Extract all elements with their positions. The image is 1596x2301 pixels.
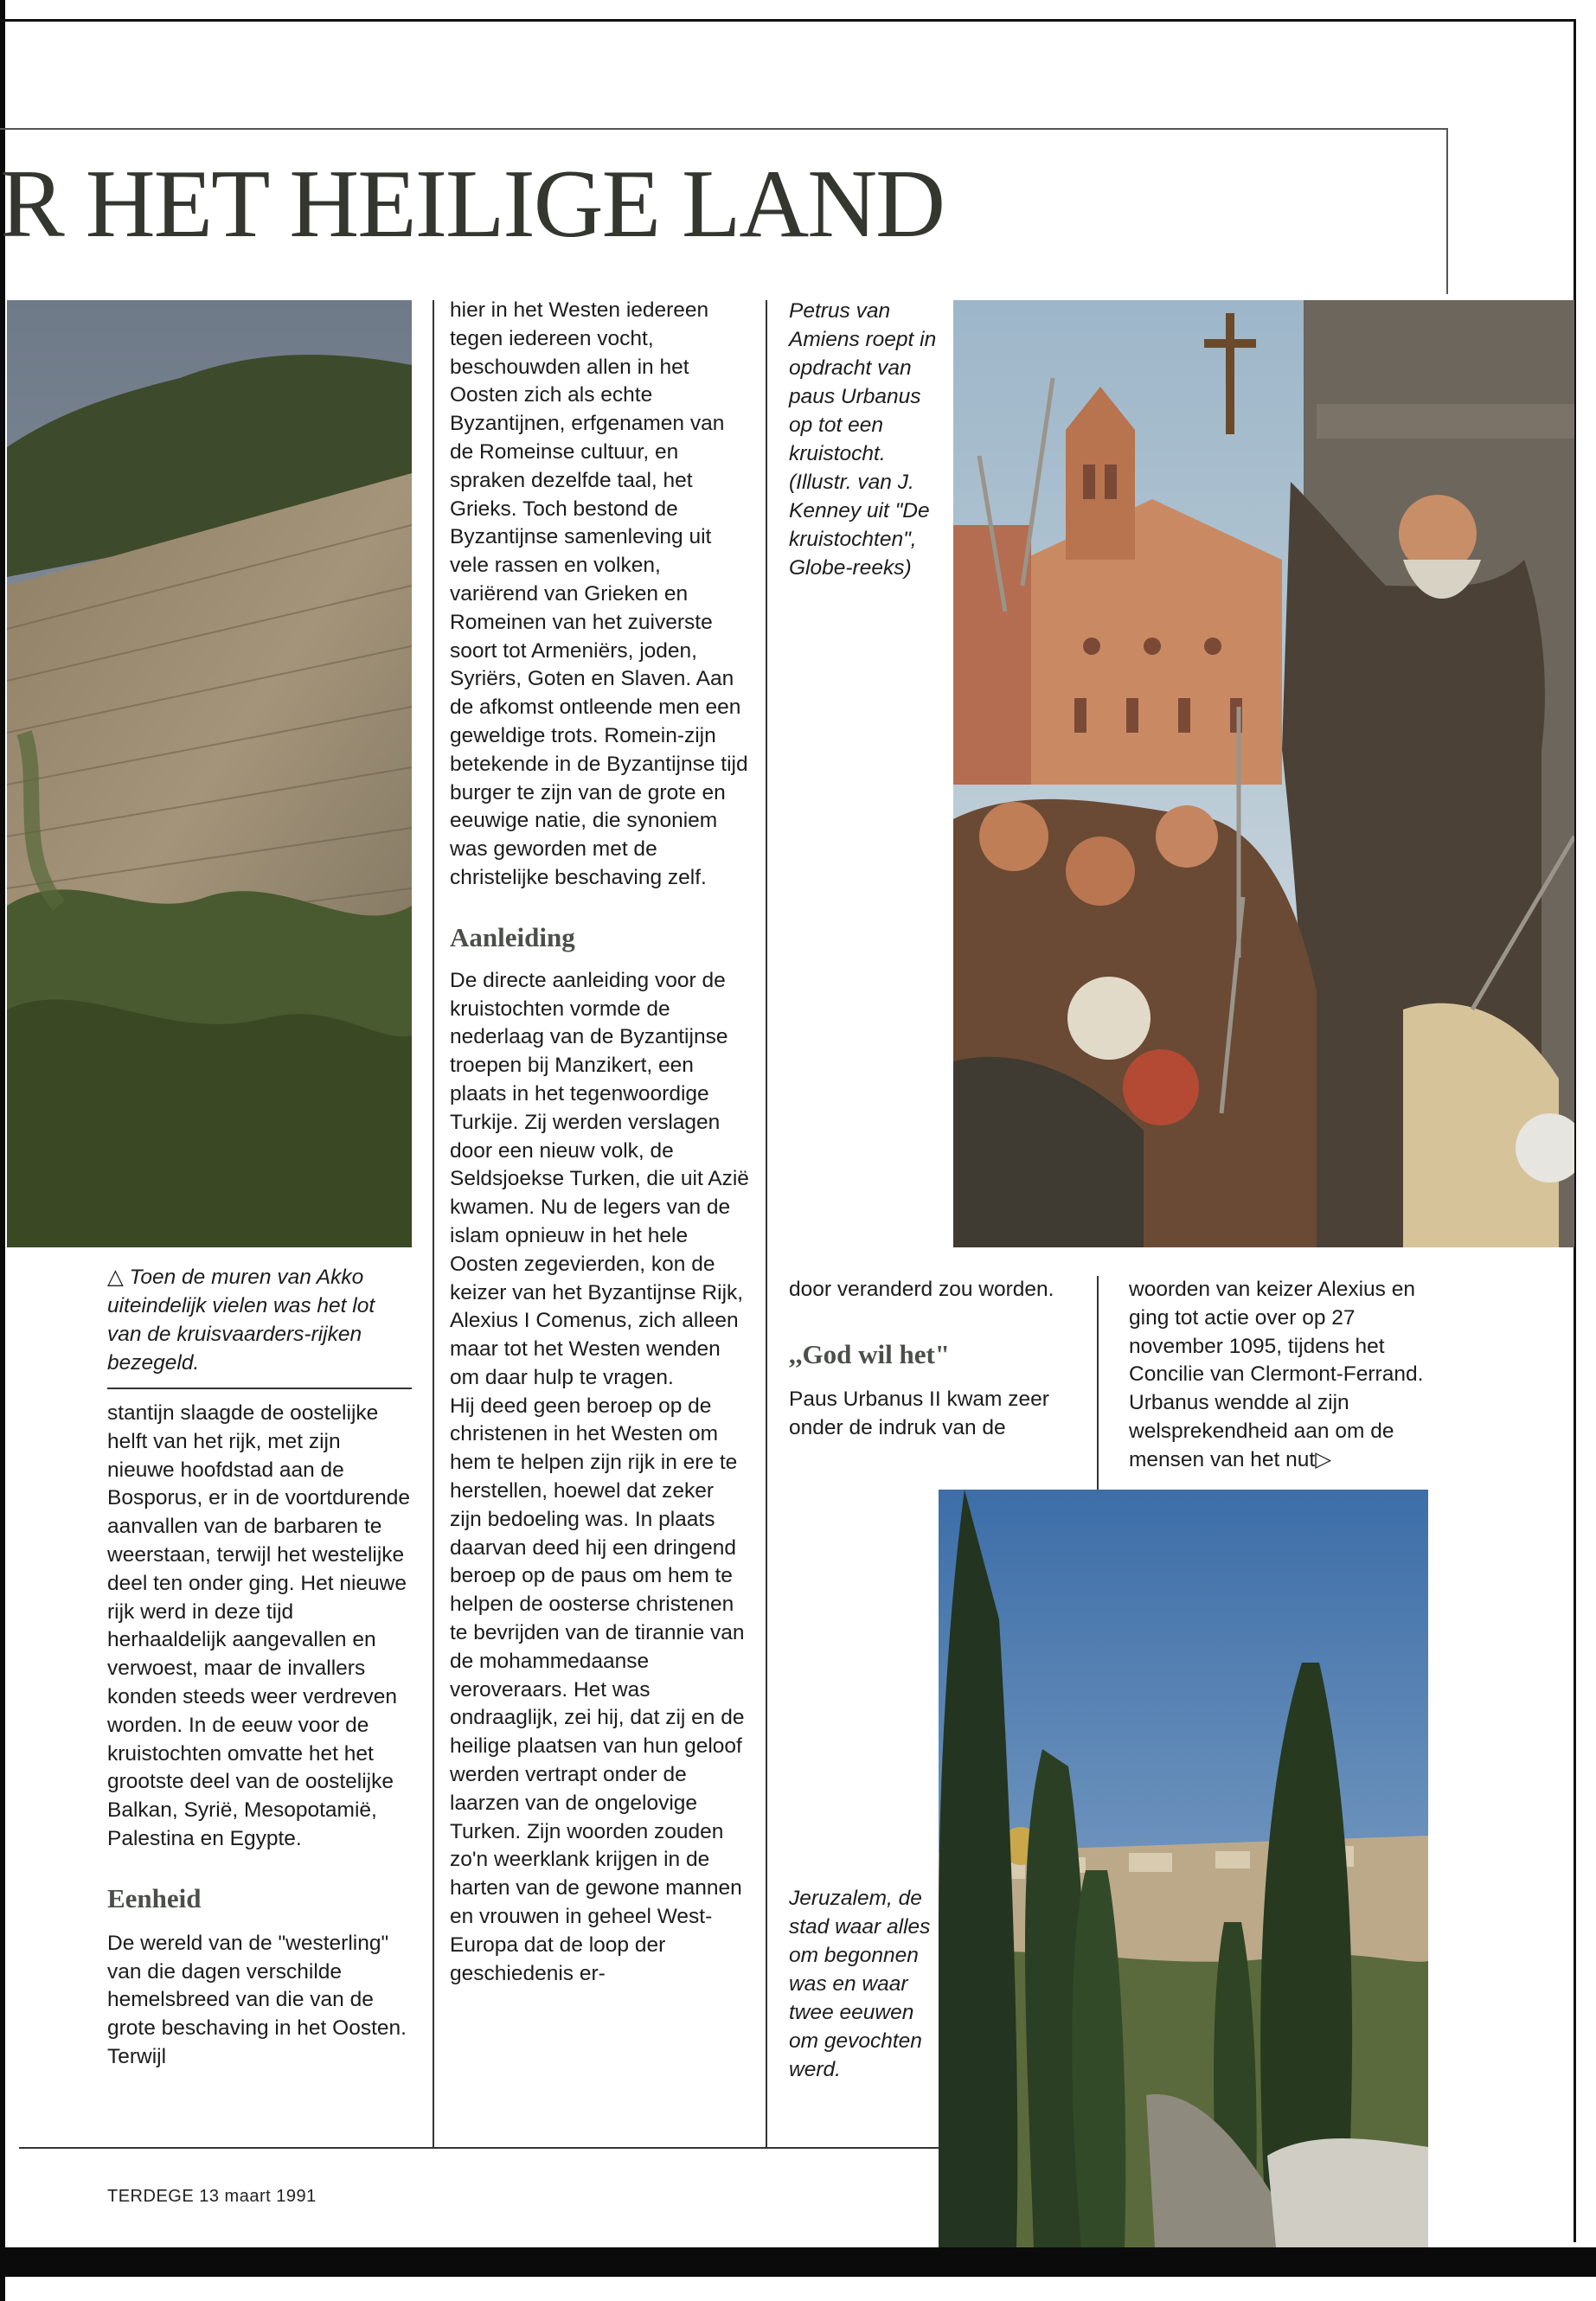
- column-rule-2: [766, 300, 767, 2147]
- petrus-caption: [789, 297, 949, 582]
- heading-aanleiding: Aanleiding: [450, 921, 575, 952]
- akko-walls-photo: [7, 300, 412, 1247]
- petrus-caption-text: Petrus van Amiens roept in opdracht van paus Urbanus op tot een kruistocht. (Illustr. van J. Kenney uit "De kruistochten", Globe-reeks): [789, 299, 937, 580]
- column-1-text-2: De wereld van de "westerling" van die dagen verschilde hemelsbreed van die van de grote beschaving in het Oosten. Terwijl: [107, 1931, 407, 2068]
- column-2-text-3: Hij deed geen beroep op de christenen in het Westen om hem te helpen zijn rijk in ere te herstellen, hoewel dat zeker zijn bedoeling was. In plaats daarvan deed hij een dringend beroep op de paus om hem te helpen de oosterse christenen te bevrijden van de tirannie van de mohammedaanse veroveraars. Het was ondraaglijk, zei hij, dat zij en de heilige plaatsen van hun geloof werden vertrapt onder de laarzen van de ongelovige Turken. Zijn woorden zouden zo'n weerklank krijgen in de harten van de gewone mannen en vrouwen in geheel West-Europa dat de loop der geschiedenis er-: [450, 1394, 745, 1985]
- column-1: [107, 1400, 412, 2072]
- column-3: [789, 1276, 1080, 1442]
- petrus-van-amiens-illustration: [953, 300, 1574, 1247]
- top-border: [0, 19, 1576, 22]
- column-1-text: stantijn slaagde de oostelijke helft van het rijk, met zijn nieuwe hoofdstad aan de Bosporus, er in de voortdurende aanvallen van de barbaren te weerstaan, terwijl het westelijke deel ten onder ging. Het nieuwe rijk werd in deze tijd herhaaldelijk aangevallen en verwoest, maar de invallers konden steeds weer verdreven worden. In de eeuw voor de kruistochten omvatte het het grootste deel van de oostelijke Balkan, Syrië, Mesopotamië, Palestina en Egypte.: [107, 1401, 411, 1850]
- heading-god-wil-het: ,,God wil het": [789, 1338, 950, 1369]
- column-2: [450, 297, 749, 1988]
- caption-rule: [107, 1388, 412, 1389]
- jeruzalem-caption-text: Jeruzalem, de stad waar alles om begonnen was en waar twee eeuwen om gevochten werd.: [789, 1887, 931, 2081]
- bottom-scan-bar: [0, 2247, 1596, 2277]
- column-2-text-2: De directe aanleiding voor de kruistochten vormde de nederlaag van de Byzantijnse troepen bij Manzikert, een plaats in het tegenwoordige Turkije. Zij werden verslagen door een nieuw volk, de Seldsjoekse Turken, die uit Azië kwamen. Nu de legers van de islam opnieuw in het hele Oosten zegevierden, kon de keizer van het Byzantijnse Rijk, Alexius I Comenus, zich alleen maar tot het Westen wenden om daar hulp te vragen.: [450, 968, 749, 1389]
- column-2-text: hier in het Westen iedereen tegen iedereen vocht, beschouwden allen in het Oosten zich als echte Byzantijnen, erfgenamen van de Romeinse cultuur, en spraken dezelfde taal, het Grieks. Toch bestond de Byzantijnse samenleving uit vele rassen en volken, variërend van Grieken en Romeinen van het zuiverste soort tot Armeniërs, joden, Syriërs, Goten en Slaven. Aan de afkomst ontleende men een geweldige trots. Romein-zijn betekende in de Byzantijnse tijd burger te zijn van de grote en eeuwige natie, die synoniem was geworden met de christelijke beschaving zelf.: [450, 298, 748, 889]
- jeruzalem-photo: [939, 1490, 1428, 2247]
- bottom-rule: [19, 2147, 939, 2149]
- column-rule-1: [433, 300, 434, 2147]
- column-3-text: door veranderd zou worden.: [789, 1278, 1054, 1301]
- column-4: [1129, 1276, 1440, 1475]
- column-rule-3: [1097, 1276, 1099, 1492]
- triangle-marker-icon: △: [107, 1266, 124, 1289]
- continue-arrow-icon: ▷: [1315, 1447, 1332, 1471]
- heading-eenheid: Eenheid: [107, 1882, 202, 1913]
- akko-caption: [107, 1263, 412, 1377]
- column-3-text-2: Paus Urbanus II kwam zeer onder de indruk van de: [789, 1387, 1049, 1439]
- column-4-text: woorden van keizer Alexius en ging tot actie over op 27 november 1095, tijdens het Concilie van Clermont-Ferrand. Urbanus wendde al zijn welsprekendheid aan om de mensen van het nut: [1129, 1278, 1424, 1471]
- jeruzalem-caption: [789, 1884, 945, 2084]
- akko-caption-text: Toen de muren van Akko uiteindelijk vielen was het lot van de kruisvaarders-rijken bezegeld.: [107, 1266, 375, 1375]
- left-edge-shadow: [0, 0, 5, 2301]
- page-title: R HET HEILIGE LAND: [0, 151, 945, 258]
- footer-publication: TERDEGE 13 maart 1991: [107, 2187, 317, 2206]
